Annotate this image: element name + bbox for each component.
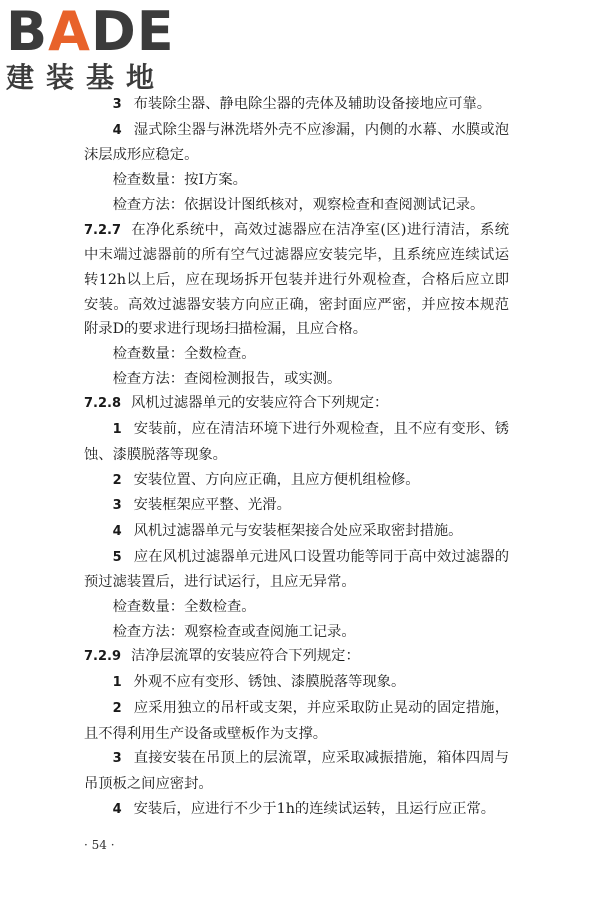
list-item bbox=[84, 696, 509, 746]
paragraph-text: 检查数量：全数检查。 bbox=[112, 346, 256, 363]
list-item bbox=[84, 797, 509, 823]
paragraph-text: 检查方法：查阅检测报告，或实测。 bbox=[112, 370, 342, 387]
paragraph-text: 检查方法：依据设计图纸核对，观察检查和查阅测试记录。 bbox=[112, 196, 485, 213]
clause-paragraph bbox=[84, 391, 509, 417]
clause-number: 7.2.7 bbox=[84, 222, 122, 238]
list-item bbox=[84, 493, 509, 519]
paragraph-text: 外观不应有变形、锈蚀、漆膜脱落等现象。 bbox=[133, 674, 406, 691]
item-number: 1 bbox=[112, 675, 122, 691]
item-number: 1 bbox=[112, 422, 122, 438]
clause-paragraph bbox=[84, 218, 509, 343]
paragraph-text: 检查数量：按Ⅰ方案。 bbox=[112, 172, 247, 189]
list-item bbox=[84, 417, 509, 467]
item-number: 2 bbox=[112, 472, 122, 488]
list-item bbox=[84, 519, 509, 545]
item-number: 5 bbox=[112, 549, 122, 565]
inspection-note bbox=[84, 168, 509, 193]
inspection-note bbox=[84, 595, 509, 620]
paragraph-text: 布装除尘器、静电除尘器的壳体及辅助设备接地应可靠。 bbox=[133, 96, 492, 112]
logo-wordmark: BADE bbox=[6, 0, 175, 63]
paragraph-text: 安装后，应进行不少于1h的连续试运转，且运行应正常。 bbox=[133, 800, 496, 817]
item-number: 4 bbox=[112, 801, 122, 817]
item-number: 2 bbox=[112, 700, 122, 716]
clause-number: 7.2.8 bbox=[84, 396, 122, 412]
paragraph-text: 应在风机过滤器单元进风口设置功能等同于高中效过滤器的预过滤装置后，进行试运行，且应无异常。 bbox=[84, 548, 509, 591]
inspection-note bbox=[84, 342, 509, 367]
inspection-note bbox=[84, 367, 509, 392]
inspection-note bbox=[84, 620, 509, 645]
logo bbox=[6, 0, 186, 96]
list-item bbox=[84, 545, 509, 595]
inspection-note bbox=[84, 193, 509, 218]
clause-paragraph bbox=[84, 644, 509, 670]
clause-number: 7.2.9 bbox=[84, 649, 122, 665]
paragraph-text: 检查数量：全数检查。 bbox=[112, 599, 256, 616]
paragraph-text: 在净化系统中，高效过滤器应在洁净室(区)进行清洁，系统中末端过滤器前的所有空气过滤器应安装完毕，且系统应连续试运转12h以上后，应在现场拆开包装并进行外观检查，合格后应立即安装。高效过滤器安装方向应正确，密封面应严密，并应按本规范附录D的要求进行现场扫描检漏，且应合格。 bbox=[84, 221, 509, 338]
item-number: 4 bbox=[112, 523, 122, 539]
paragraph-text: 洁净层流罩的安装应符合下列规定： bbox=[131, 648, 360, 665]
paragraph-text: 风机过滤器单元的安装应符合下列规定： bbox=[131, 395, 389, 412]
logo-subtitle: 建装基地 bbox=[6, 61, 167, 94]
list-item bbox=[84, 118, 509, 168]
document-body bbox=[84, 92, 509, 822]
paragraph-text: 安装框架应平整、光滑。 bbox=[133, 497, 291, 514]
item-number: 3 bbox=[112, 751, 122, 767]
list-item bbox=[84, 92, 509, 118]
list-item bbox=[84, 468, 509, 494]
paragraph-text: 安装前，应在清洁环境下进行外观检查，且不应有变形、锈蚀、漆膜脱落等现象。 bbox=[84, 421, 509, 463]
item-number: 3 bbox=[112, 97, 122, 112]
paragraph-text: 应采用独立的吊杆或支架，并应采取防止晃动的固定措施，且不得利用生产设备或壁板作为支撑。 bbox=[84, 699, 509, 742]
page-number: · 54 · bbox=[84, 838, 115, 852]
list-item bbox=[84, 746, 509, 796]
paragraph-text: 直接安装在吊顶上的层流罩，应采取减振措施，箱体四周与吊顶板之间应密封。 bbox=[84, 750, 509, 792]
paragraph-text: 检查方法：观察检查或查阅施工记录。 bbox=[112, 623, 356, 640]
item-number: 3 bbox=[112, 498, 122, 514]
paragraph-text: 风机过滤器单元与安装框架接合处应采取密封措施。 bbox=[133, 522, 463, 539]
item-number: 4 bbox=[112, 122, 122, 138]
paragraph-text: 安装位置、方向应正确，且应方便机组检修。 bbox=[133, 471, 420, 488]
list-item bbox=[84, 670, 509, 696]
paragraph-text: 湿式除尘器与淋洗塔外壳不应渗漏，内侧的水幕、水膜或泡沫层成形应稳定。 bbox=[84, 121, 509, 164]
